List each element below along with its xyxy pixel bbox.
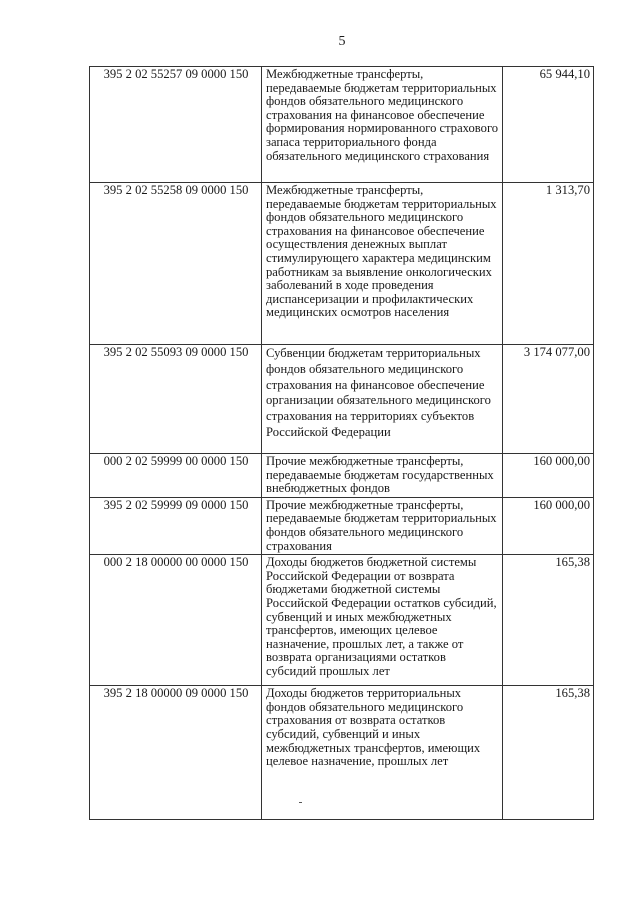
- budget-code-cell: 000 2 18 00000 00 0000 150: [90, 555, 262, 686]
- amount-cell: 3 174 077,00: [503, 345, 594, 454]
- revenue-name-cell: Межбюджетные трансферты, передаваемые бюджетам территориальных фондов обязательного медицинского страхования на финансовое обеспечение формирования нормированного страхового запаса территориального фонда обязательного медицинского страхования: [262, 67, 503, 183]
- amount-cell: 160 000,00: [503, 497, 594, 554]
- budget-code-cell: 000 2 02 59999 00 0000 150: [90, 454, 262, 498]
- amount-cell: 1 313,70: [503, 183, 594, 345]
- table-row: [90, 67, 594, 183]
- budget-code-cell: 395 2 02 55093 09 0000 150: [90, 345, 262, 454]
- amount-cell: 160 000,00: [503, 454, 594, 498]
- revenue-name-cell: Прочие межбюджетные трансферты, передаваемые бюджетам территориальных фондов обязательного медицинского страхования: [262, 497, 503, 554]
- revenue-name-cell: Прочие межбюджетные трансферты, передаваемые бюджетам государственных внебюджетных фондов: [262, 454, 503, 498]
- amount-cell: 165,38: [503, 686, 594, 820]
- table-row: [90, 555, 594, 686]
- table-row: [90, 183, 594, 345]
- table-row: [90, 686, 594, 820]
- page-number: 5: [338, 34, 346, 49]
- revenue-name-cell: Межбюджетные трансферты, передаваемые бюджетам территориальных фондов обязательного медицинского страхования на финансовое обеспечение осуществления денежных выплат стимулирующего характера медицинским работникам за выявление онкологических заболеваний в ходе проведения диспансеризации и профилактических медицинских осмотров населения: [262, 183, 503, 345]
- table-row: [90, 497, 594, 554]
- budget-code-cell: 395 2 02 55257 09 0000 150: [90, 67, 262, 183]
- budget-code-cell: 395 2 18 00000 09 0000 150: [90, 686, 262, 820]
- revenue-name-cell: Субвенции бюджетам территориальных фондов обязательного медицинского страхования на финансовое обеспечение организации обязательного медицинского страхования на территориях субъектов Российской Федерации: [262, 345, 503, 454]
- table-row: [90, 454, 594, 498]
- table-row: [90, 345, 594, 454]
- revenue-name-cell: Доходы бюджетов территориальных фондов обязательного медицинского страхования от возврата остатков субсидий, субвенций и иных межбюджетных трансфертов, имеющих целевое назначение, прошлых лет: [262, 686, 503, 820]
- scan-speck: [299, 802, 302, 803]
- budget-code-cell: 395 2 02 55258 09 0000 150: [90, 183, 262, 345]
- budget-code-cell: 395 2 02 59999 09 0000 150: [90, 497, 262, 554]
- amount-cell: 65 944,10: [503, 67, 594, 183]
- amount-cell: 165,38: [503, 555, 594, 686]
- revenue-name-cell: Доходы бюджетов бюджетной системы Российской Федерации от возврата бюджетами бюджетной системы Российской Федерации остатков субсидий, субвенций и иных межбюджетных трансфертов, имеющих целевое назначение, прошлых лет, а также от возврата организациями остатков субсидий прошлых лет: [262, 555, 503, 686]
- budget-revenue-table: [89, 66, 594, 820]
